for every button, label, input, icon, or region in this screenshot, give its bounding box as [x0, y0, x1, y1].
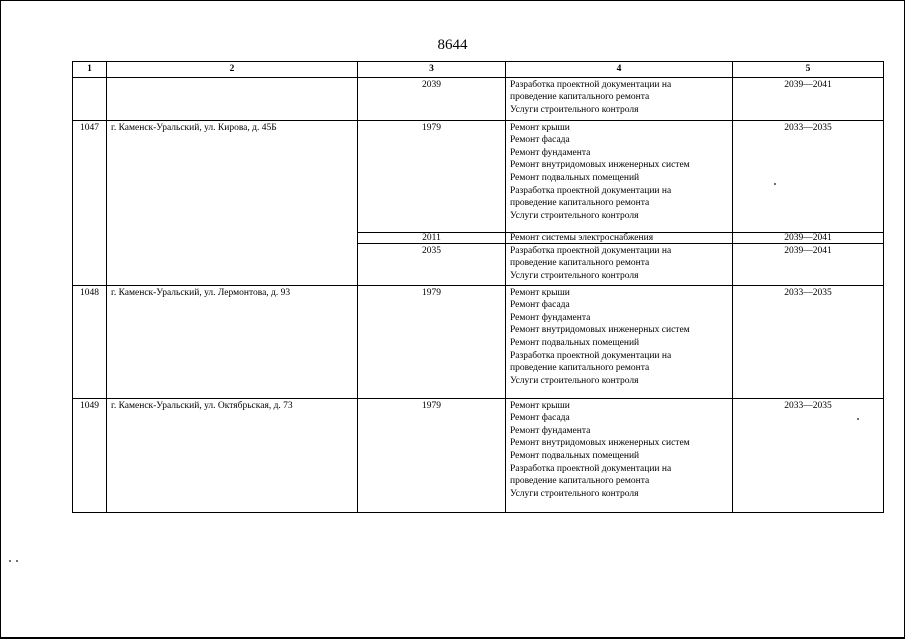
year-cell: 1979 — [358, 120, 506, 232]
year-cell: 2035 — [358, 243, 506, 285]
work-item: Ремонт внутридомовых инженерных систем — [510, 160, 690, 171]
table-header-row — [73, 62, 884, 78]
row-number-cell: 1048 — [73, 285, 107, 398]
column-header: 3 — [358, 62, 506, 78]
period-cell: 2033—2035 — [733, 120, 884, 232]
year-cell: 2011 — [358, 232, 506, 243]
works-cell — [506, 77, 733, 120]
table-row — [73, 77, 884, 120]
row-number-cell: 1047 — [73, 120, 107, 285]
works-cell — [506, 120, 733, 232]
work-item: Ремонт крыши — [510, 400, 570, 411]
works-cell — [506, 398, 733, 512]
address-cell — [107, 77, 358, 120]
work-item: проведение капитального ремонта — [510, 198, 650, 209]
table-row — [73, 120, 884, 232]
column-header: 2 — [107, 62, 358, 78]
work-item: Ремонт системы электроснабжения — [510, 232, 654, 243]
scan-speck — [9, 560, 11, 562]
column-header: 4 — [506, 62, 733, 78]
work-item: Ремонт фундамента — [510, 312, 591, 323]
address-cell: г. Каменск-Уральский, ул. Кирова, д. 45Б — [107, 120, 358, 285]
column-header: 5 — [733, 62, 884, 78]
period-cell: 2039—2041 — [733, 243, 884, 285]
row-number-cell: 1049 — [73, 398, 107, 512]
work-item: Разработка проектной документации на — [510, 350, 672, 361]
year-cell: 1979 — [358, 285, 506, 398]
address-cell: г. Каменск-Уральский, ул. Лермонтова, д. 93 — [107, 285, 358, 398]
period-cell: 2033—2035 — [733, 398, 884, 512]
table-row — [73, 285, 884, 398]
column-header: 1 — [73, 62, 107, 78]
period-cell: 2039—2041 — [733, 77, 884, 120]
work-item: Разработка проектной документации на — [510, 463, 672, 474]
repair-schedule-table — [72, 61, 884, 513]
works-cell — [506, 285, 733, 398]
work-item: Ремонт фундамента — [510, 425, 591, 436]
work-item: проведение капитального ремонта — [510, 92, 650, 103]
work-item: Ремонт подвальных помещений — [510, 337, 640, 348]
work-item: Услуги строительного контроля — [510, 210, 639, 221]
work-item: Ремонт подвальных помещений — [510, 450, 640, 461]
work-item: Ремонт крыши — [510, 122, 570, 133]
scan-speck — [16, 560, 18, 562]
year-cell: 1979 — [358, 398, 506, 512]
work-item: Ремонт фасада — [510, 300, 570, 311]
work-item: Услуги строительного контроля — [510, 488, 639, 499]
period-cell: 2039—2041 — [733, 232, 884, 243]
work-item: проведение капитального ремонта — [510, 363, 650, 374]
work-item: Услуги строительного контроля — [510, 375, 639, 386]
work-item: Разработка проектной документации на — [510, 245, 672, 256]
work-item: Разработка проектной документации на — [510, 185, 672, 196]
work-item: проведение капитального ремонта — [510, 258, 650, 269]
page-number: 8644 — [437, 37, 468, 53]
works-cell — [506, 243, 733, 285]
work-item: Разработка проектной документации на — [510, 79, 672, 90]
work-item: Ремонт фасада — [510, 413, 570, 424]
row-number-cell — [73, 77, 107, 120]
work-item: Ремонт внутридомовых инженерных систем — [510, 438, 690, 449]
period-cell: 2033—2035 — [733, 285, 884, 398]
work-item: Ремонт внутридомовых инженерных систем — [510, 325, 690, 336]
address-cell: г. Каменск-Уральский, ул. Октябрьская, д. 73 — [107, 398, 358, 512]
works-cell — [506, 232, 733, 243]
work-item: Услуги строительного контроля — [510, 270, 639, 281]
scan-speck — [774, 183, 776, 185]
work-item: Ремонт фундамента — [510, 147, 591, 158]
work-item: Ремонт подвальных помещений — [510, 172, 640, 183]
table-row — [73, 398, 884, 512]
work-item: проведение капитального ремонта — [510, 476, 650, 487]
scan-speck — [857, 418, 859, 420]
work-item: Услуги строительного контроля — [510, 104, 639, 115]
work-item: Ремонт фасада — [510, 135, 570, 146]
year-cell: 2039 — [358, 77, 506, 120]
work-item: Ремонт крыши — [510, 287, 570, 298]
